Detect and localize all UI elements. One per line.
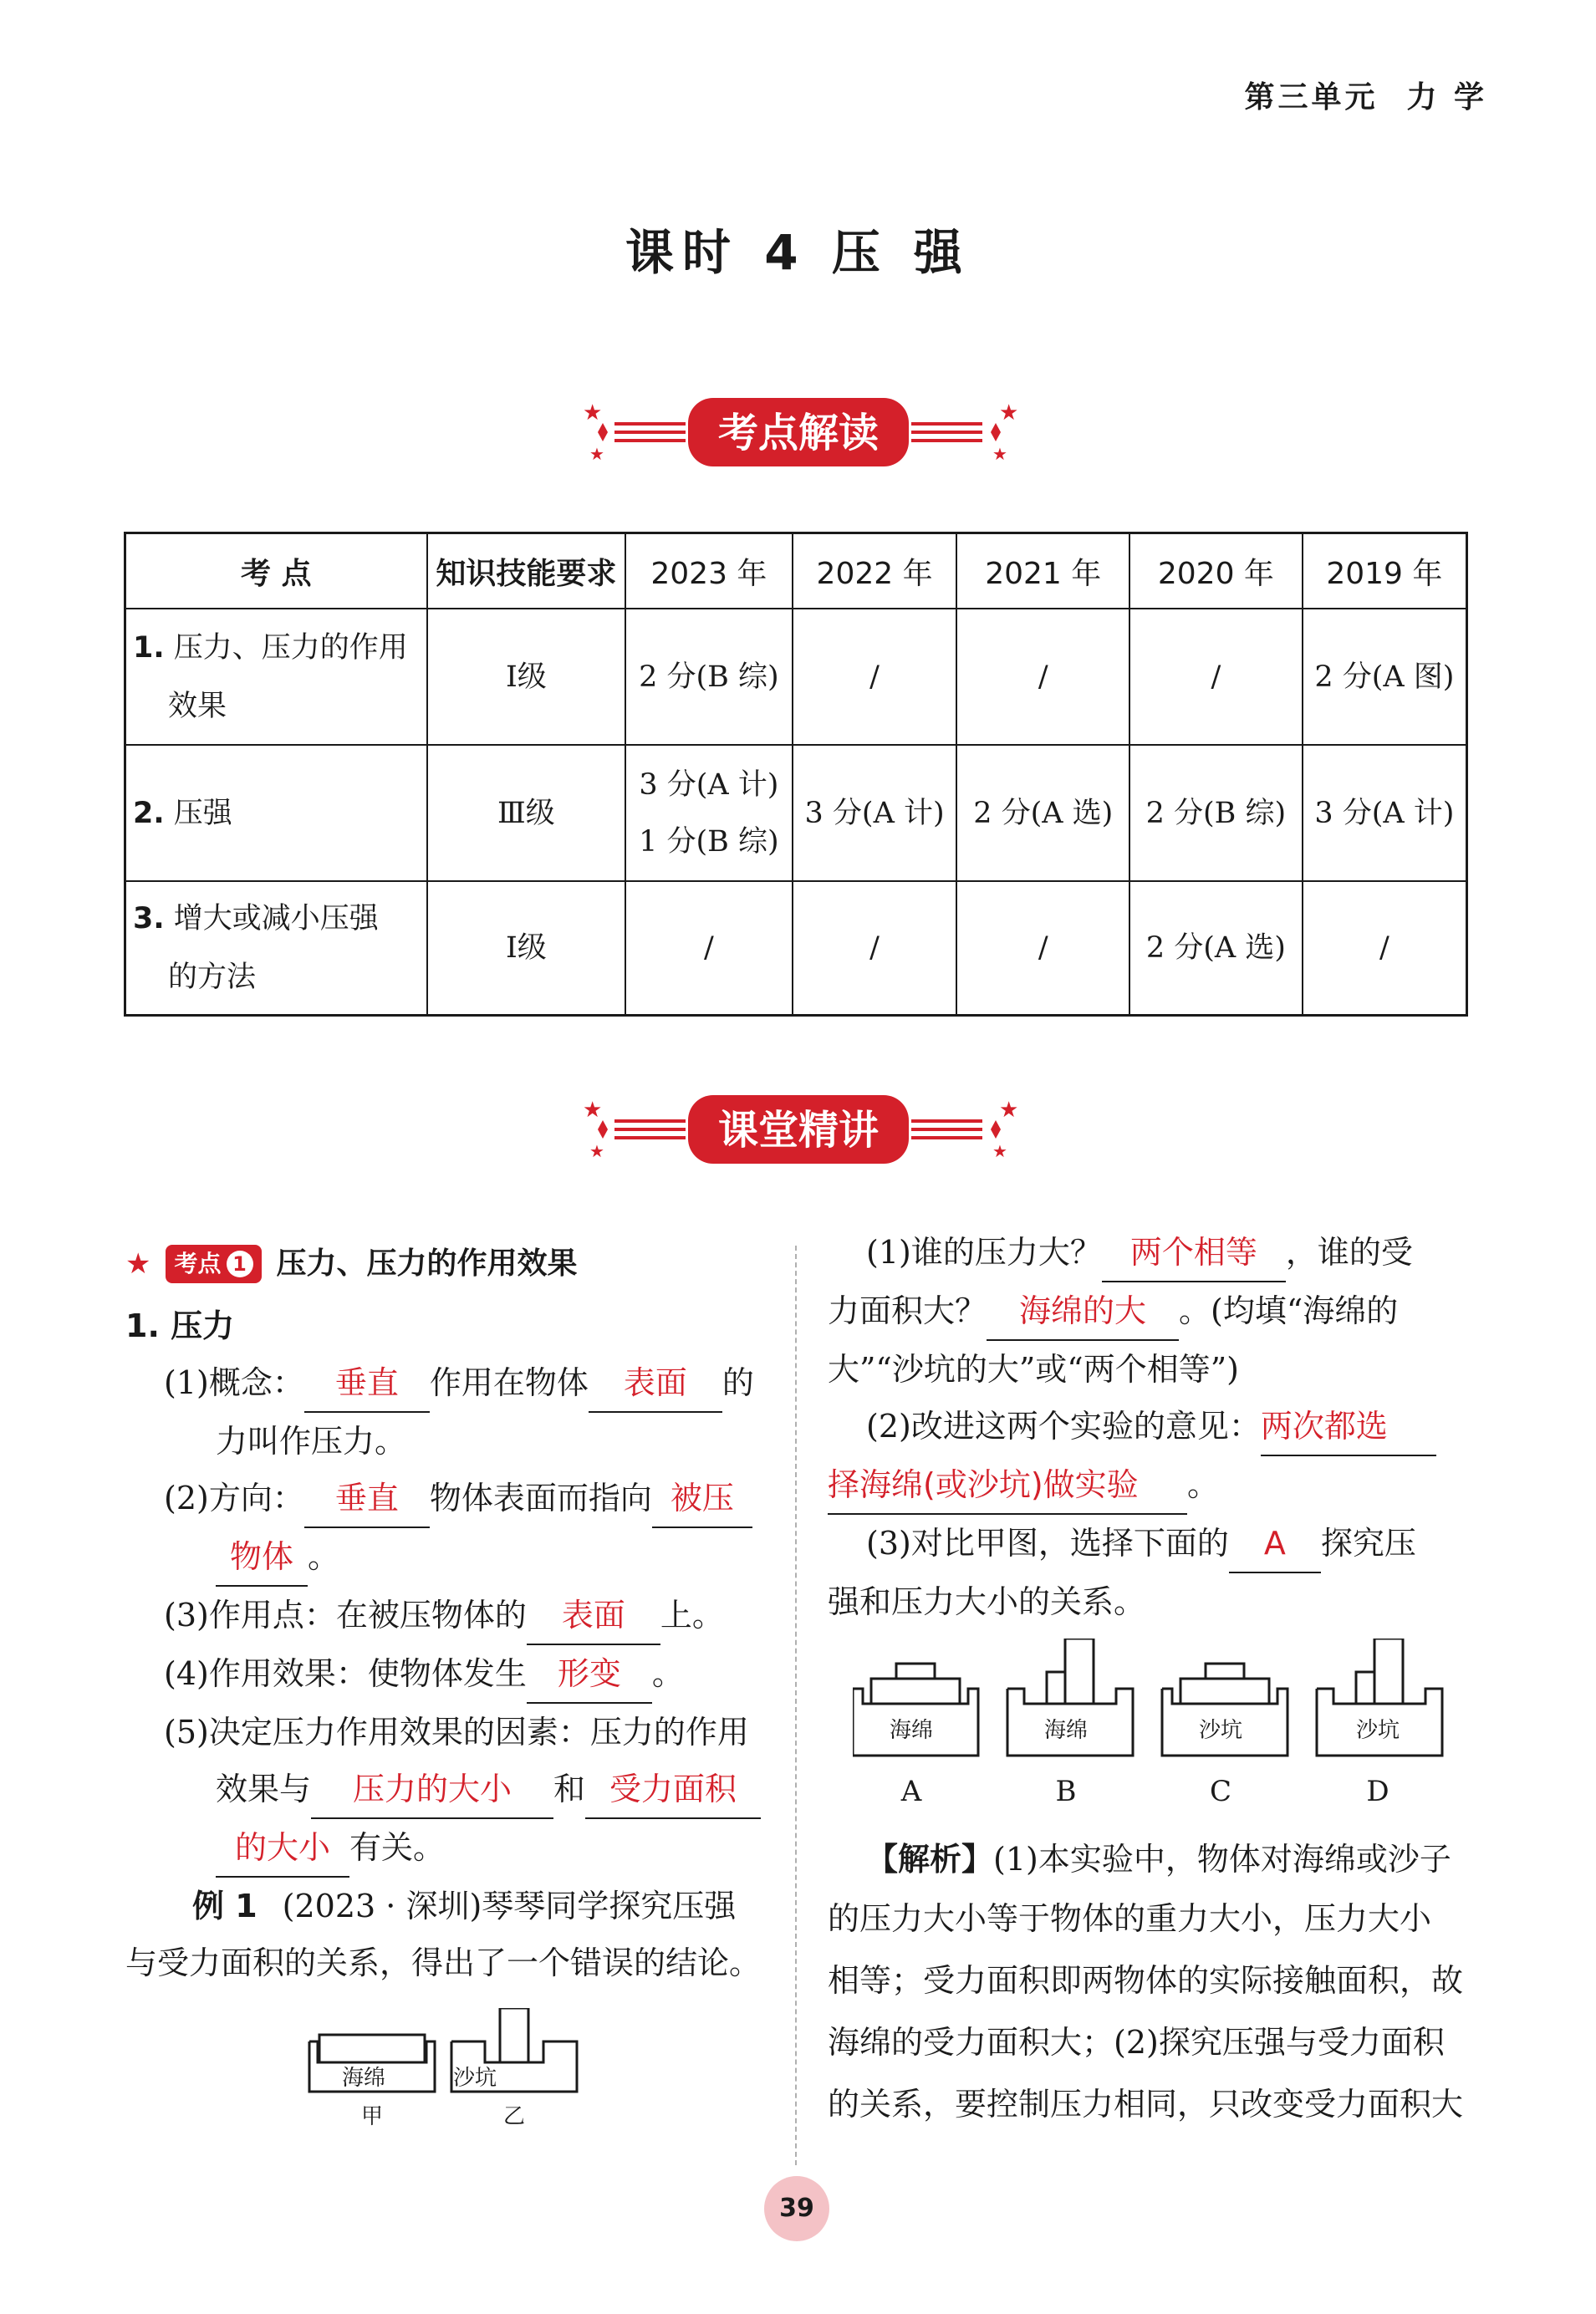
svg-text:★: ★ <box>998 1098 1018 1123</box>
row-topic: 1. 压力、压力的作用 效果 <box>125 609 427 745</box>
svg-text:海绵: 海绵 <box>341 2066 386 2091</box>
row-2023: / <box>625 881 793 1015</box>
row-topic: 2. 压强 <box>125 745 427 881</box>
table-row <box>125 609 1467 745</box>
analysis: 【解析】(1)本实验中，物体对海绵或沙子 <box>866 1841 1451 1878</box>
row-level: Ⅰ级 <box>427 609 625 745</box>
kaodian-badge: 考点 1 <box>166 1245 261 1283</box>
subject-label: 力 学 <box>1406 80 1487 115</box>
question-3-cont: 强和压力大小的关系。 <box>828 1583 1146 1620</box>
right-column <box>828 1224 1480 2135</box>
example-label: 例 1 <box>192 1888 258 1924</box>
question-1-cont2: 大”“沙坑的大”或“两个相等”) <box>828 1351 1239 1388</box>
example-1-cont: 与受力面积的关系，得出了一个错误的结论。 <box>125 1944 762 1981</box>
example-1: 例 1 (2023 · 深圳)琴琴同学探究压强 <box>192 1888 737 1924</box>
row-2022: 3 分(A 计) <box>793 745 957 881</box>
question-2-cont: 择海绵(或沙坑)做实验 。 <box>828 1456 1480 1515</box>
option-b-material: 海绵 <box>1043 1718 1089 1743</box>
row-2023: 3 分(A 计) 1 分(B 综) <box>625 745 793 881</box>
row-2020: 2 分(B 综) <box>1129 745 1303 881</box>
row-2021: / <box>956 881 1129 1015</box>
banner-title-1: 考点解读 <box>717 410 879 456</box>
option-d-material: 沙坑 <box>1355 1718 1400 1743</box>
question-1-cont: 力面积大？ 海绵的大 。(均填“海绵的 <box>828 1282 1480 1341</box>
question-1: (1)谁的压力大？ 两个相等 ，谁的受 <box>828 1224 1480 1282</box>
kaodian-heading <box>125 1236 769 1292</box>
svg-text:甲: 甲 <box>360 2104 384 2129</box>
exam-points-table <box>124 532 1468 1017</box>
svg-text:沙坑: 沙坑 <box>452 2066 497 2091</box>
item-concept-cont: 力叫作压力。 <box>216 1423 407 1460</box>
option-a-material: 海绵 <box>889 1718 934 1743</box>
option-b-label: B <box>1055 1775 1077 1808</box>
question-2: (2)改进这两个实验的意见：两次都选 <box>828 1398 1480 1456</box>
item-concept: (1)概念： 垂直 作用在物体 表面 的 <box>125 1354 769 1413</box>
analysis-line2: 的压力大小等于物体的重力大小，压力大小 <box>828 1900 1432 1937</box>
col-header-2022: 2022 年 <box>793 533 957 609</box>
item-factors-cont2: 的大小 有关。 <box>125 1819 769 1878</box>
svg-text:★: ★ <box>582 1098 602 1123</box>
item-factors-cont: 效果与 压力的大小 和 受力面积 <box>125 1761 769 1819</box>
column-divider <box>795 1246 797 2165</box>
analysis-line4: 海绵的受力面积大；(2)探究压强与受力面积 <box>828 2024 1445 2061</box>
item-effect: (4)作用效果：使物体发生 形变 。 <box>125 1645 769 1704</box>
row-topic: 3. 增大或减小压强 的方法 <box>125 881 427 1015</box>
page-title: 课时 4 压 强 <box>625 224 971 281</box>
row-level: Ⅰ级 <box>427 881 625 1015</box>
item-point: (3)作用点：在被压物体的 表面 上。 <box>125 1587 769 1645</box>
running-head <box>1244 74 1487 116</box>
option-a-label: A <box>900 1775 922 1808</box>
col-header-topic: 考 点 <box>125 533 427 609</box>
section-banner-ketang <box>0 1083 1596 1175</box>
col-header-2019: 2019 年 <box>1303 533 1467 609</box>
item-factors: (5)决定压力作用效果的因素：压力的作用 <box>164 1714 749 1751</box>
options-figure <box>853 1639 1488 1831</box>
option-d-label: D <box>1366 1775 1389 1808</box>
svg-text:★: ★ <box>998 400 1018 426</box>
row-2019: 2 分(A 图) <box>1303 609 1467 745</box>
row-2019: / <box>1303 881 1467 1015</box>
row-2021: 2 分(A 选) <box>956 745 1129 881</box>
item-direction-cont: 物体 。 <box>125 1528 769 1587</box>
svg-text:★: ★ <box>992 444 1007 464</box>
item-direction: (2)方向： 垂直 物体表面而指向 被压 <box>125 1470 769 1528</box>
star-person-icon: ★ <box>125 1247 151 1281</box>
row-2020: 2 分(A 选) <box>1129 881 1303 1015</box>
unit-label: 第三单元 <box>1244 80 1379 115</box>
row-2019: 3 分(A 计) <box>1303 745 1467 881</box>
table-row <box>125 881 1467 1015</box>
section-banner-kaodian <box>0 386 1596 478</box>
row-2022: / <box>793 609 957 745</box>
row-2020: / <box>1129 609 1303 745</box>
banner-title-2: 课堂精讲 <box>717 1107 879 1154</box>
svg-text:乙: 乙 <box>502 2104 526 2129</box>
option-c-label: C <box>1209 1775 1232 1808</box>
col-header-2021: 2021 年 <box>956 533 1129 609</box>
option-c-material: 沙坑 <box>1198 1718 1243 1743</box>
analysis-tag: 【解析】 <box>866 1841 994 1878</box>
analysis-line5: 的关系，要控制压力相同，只改变受力面积大 <box>828 2086 1464 2123</box>
svg-text:★: ★ <box>992 1141 1007 1161</box>
col-header-2023: 2023 年 <box>625 533 793 609</box>
table-row <box>125 745 1467 881</box>
section-pressure: 1. 压力 <box>125 1307 235 1344</box>
col-header-skill: 知识技能要求 <box>427 533 625 609</box>
left-column <box>125 1236 769 2167</box>
row-2022: / <box>793 881 957 1015</box>
table-header-row <box>125 533 1467 609</box>
example-figure <box>301 2008 635 2167</box>
col-header-2020: 2020 年 <box>1129 533 1303 609</box>
svg-text:★: ★ <box>589 444 604 464</box>
row-2023: 2 分(B 综) <box>625 609 793 745</box>
svg-text:★: ★ <box>582 400 602 426</box>
row-2021: / <box>956 609 1129 745</box>
analysis-line3: 相等；受力面积即两物体的实际接触面积，故 <box>828 1962 1464 1999</box>
svg-text:★: ★ <box>589 1141 604 1161</box>
row-level: Ⅲ级 <box>427 745 625 881</box>
kaodian-title: 压力、压力的作用效果 <box>276 1246 578 1281</box>
question-3: (3)对比甲图，选择下面的 A 探究压 <box>828 1515 1480 1573</box>
page-number: 39 <box>764 2176 829 2241</box>
